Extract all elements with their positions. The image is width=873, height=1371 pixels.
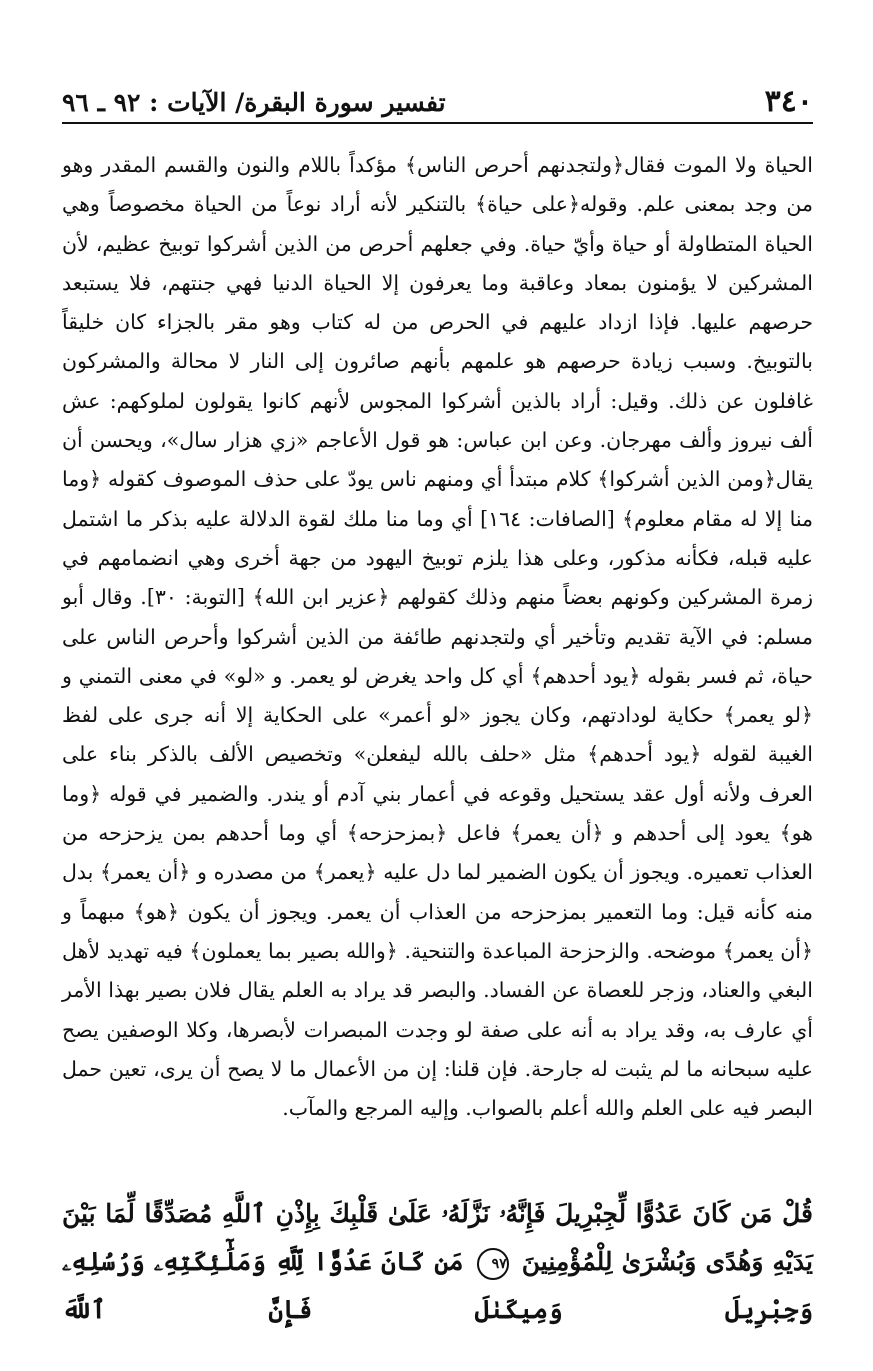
running-title: تفسير سورة البقرة/ الآيات : ٩٢ ـ ٩٦ — [62, 88, 446, 117]
verse-line-2-end: مَن كَانَ عَدُوًّا لِّلَّهِ وَمَلَٰٓئِكَتِهِۦ وَرُسُلِهِۦ وَجِبْرِيلَ وَمِيكَىٰلَ فَإِنَّ ٱللَّهَ — [62, 1247, 813, 1324]
commentary-paragraph: الحياة ولا الموت فقال﴿ولتجدنهم أحرص الناس﴾ مؤكداً باللام والنون والقسم المقدر وهو من وجد بمعنى علم. وقوله﴿على حياة﴾ بالتنكير لأنه أراد نوعاً من الحياة مخصوصاً وهي الحياة المتطاولة أو حياة وأيّ حياة. وفي جعلهم أحرص من الذين أشركوا توبيخ عظيم، لأن المشركين لا يؤمنون بمعاد وعاقبة وما يعرفون إلا الحياة الدنيا فهي جنتهم، فلا يستبعد حرصهم عليها. فإذا ازداد عليهم في الحرص من له كتاب وهو مقر بالجزاء كان خليقاً بالتوبيخ. وسبب زيادة حرصهم هو علمهم بأنهم صائرون إلى النار لا محالة والمشركون غافلون عن ذلك. وقيل: أراد بالذين أشركوا المجوس لأنهم كانوا يقولون لملوكهم: عش ألف نيروز وألف مهرجان. وعن ابن عباس: هو قول الأعاجم «زي هزار سال»، ويحسن أن يقال﴿ومن الذين أشركوا﴾ كلام مبتدأ أي ومنهم ناس يودّ على حذف الموصوف كقوله ﴿وما منا إلا له مقام معلوم﴾ [الصافات: ١٦٤] أي وما منا ملك لقوة الدلالة عليه بذكر ما اشتمل عليه قبله، فكأنه مذكور، وعلى هذا يلزم توبيخ اليهود من جهة أخرى وهي انضمامهم في زمرة المشركين وكونهم بعضاً منهم وذلك كقولهم ﴿عزير ابن الله﴾ [التوبة: ٣٠]. وقال أبو مسلم: في الآية تقديم وتأخير أي ولتجدنهم طائفة من الذين أشركوا وأحرص الناس على حياة، ثم فسر بقوله ﴿يود أحدهم﴾ أي كل واحد يغرض لو يعمر. و «لو» في معنى التمني و ﴿لو يعمر﴾ حكاية لودادتهم، وكان يجوز «لو أعمر» على الحكاية إلا أنه جرى على لفظ الغيبة لقوله ﴿يود أحدهم﴾ مثل «حلف بالله ليفعلن» وتخصيص الألف بالذكر بناء على العرف ولأنه أول عقد يستحيل وقوعه في أعمار بني آدم أو يندر. والضمير في قوله ﴿وما هو﴾ يعود إلى أحدهم و ﴿أن يعمر﴾ فاعل ﴿بمزحزحه﴾ أي وما أحدهم بمن يزحزحه من العذاب تعميره. ويجوز أن يكون الضمير لما دل عليه ﴿يعمر﴾ من مصدره و ﴿أن يعمر﴾ بدل منه كأنه قيل: وما التعمير بمزحزحه من العذاب أن يعمر. ويجوز أن يكون ﴿هو﴾ مبهماً و ﴿أن يعمر﴾ موضحه. والزحزحة المباعدة والتنحية. ﴿والله بصير بما يعملون﴾ فيه تهديد لأهل البغي والعناد، وزجر للعصاة عن الفساد. والبصر قد يراد به العلم يقال فلان بصير بهذا الأمر أي عارف به، وقد يراد به أنه على صفة لو وجدت المبصرات لأبصرها، وكلا الوصفين يصح عليه سبحانه ما لم يثبت له جارحة. فإن قلنا: إن من الأعمال ما لا يصح أن يرى، تعين حمل البصر فيه على العلم والله أعلم بالصواب. وإليه المرجع والمآب. — [62, 153, 813, 1121]
verse-line-1: قُلْ مَن كَانَ عَدُوًّا لِّجِبْرِيلَ فَإِنَّهُۥ نَزَّلَهُۥ عَلَىٰ قَلْبِكَ بِإِذْنِ ٱللَّهِ مُصَدِّقًا لِّمَا بَيْنَ يَدَيْهِ وَهُدًى — [62, 1199, 813, 1276]
verse-line — [62, 1190, 813, 1334]
page-header — [62, 84, 813, 124]
header-rule — [62, 122, 813, 124]
commentary-text — [62, 146, 813, 1128]
verse-line-2-start: وَبُشْرَىٰ لِلْمُؤْمِنِينَ — [521, 1247, 697, 1276]
page-number: ٣٤٠ — [764, 84, 813, 119]
ayah-number-marker: ٩٧ — [477, 1248, 509, 1280]
quran-verse-block — [62, 1190, 813, 1334]
